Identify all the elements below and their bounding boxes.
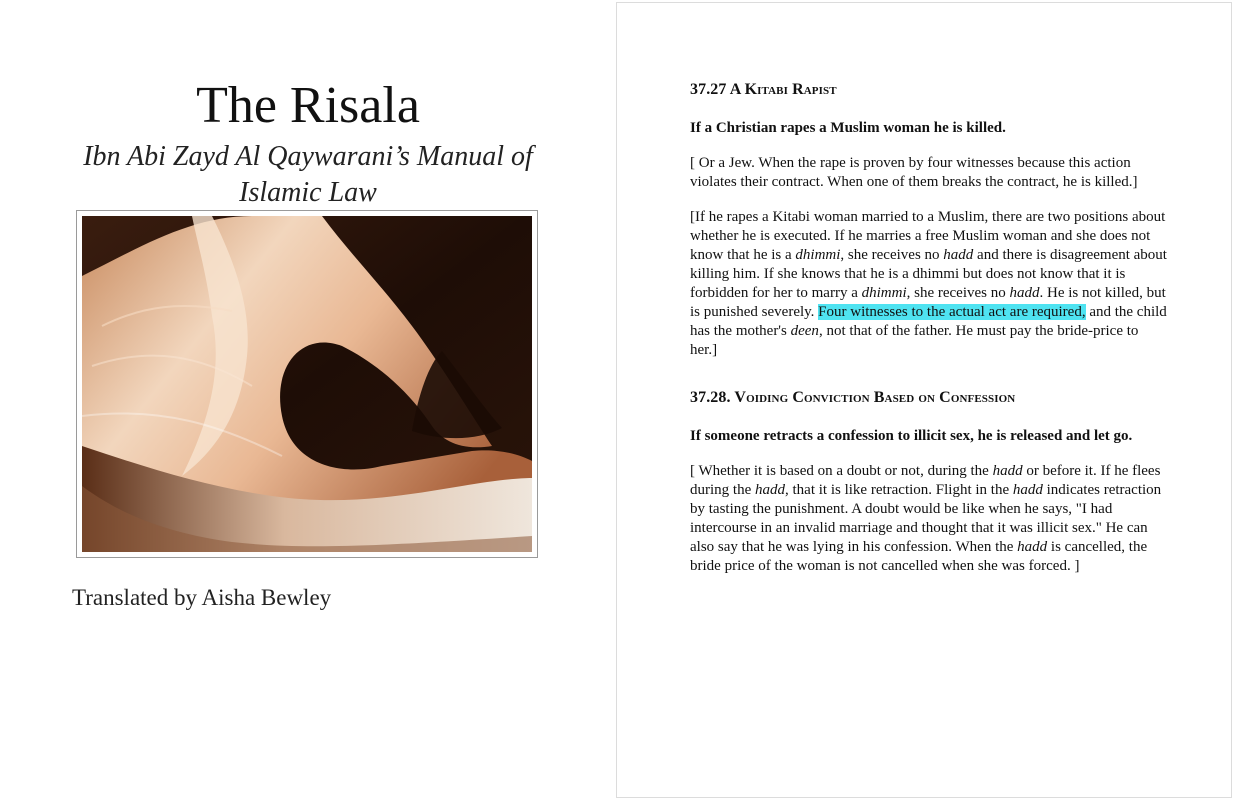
text-span: indicates retraction by tasting the punishment. A doubt would be like when he says, "I had intercourse in an invalid marriage and thought that it was illicit sex." He can also say that he was lying in his confession. When the [690,482,1162,555]
italic-term: dhimmi [861,285,907,301]
italic-term: hadd [992,463,1023,479]
cover-photo [76,210,538,558]
book-cover [0,0,616,800]
highlighted-text[interactable]: Four witnesses to the actual act are required, [818,304,1086,320]
commentary-paragraph [690,208,1168,360]
text-span: or before it. If he flees during the [690,463,1161,498]
page-content [690,76,1168,576]
italic-term: hadd [1009,285,1040,301]
italic-term: hadd [943,247,974,263]
text-page [616,2,1232,798]
commentary-paragraph [690,462,1168,576]
text-span: and the child has the mother's [690,304,1167,339]
text-span: . He is not killed, but is punished severely. [690,285,1166,320]
text-span: , that it is like retraction. Flight in the [785,482,1013,498]
text-span: and there is disagreement about killing him. If she knows that he is a dhimmi but does not know that it is forbidden for her to marry a [690,247,1167,301]
rule-statement-37-27: If a Christian rapes a Muslim woman he is killed. [690,120,1006,136]
italic-term: dhimmi [795,247,841,263]
text-span: is cancelled, the bride price of the woman is not cancelled when she was forced. ] [690,539,1148,574]
rule-statement-37-28: If someone retracts a confession to illicit sex, he is released and let go. [690,428,1133,444]
cover-subtitle: Ibn Abi Zayd Al Qaywarani’s Manual of Islamic Law [83,141,533,208]
section-heading-37-27: 37.27 A Kitabi Rapist [690,81,837,98]
canyon-photo-icon [82,216,532,552]
text-span: , she receives no [906,285,1010,301]
italic-term: hadd [755,482,785,498]
text-span: , not that of the father. He must pay the bride-price to her.] [690,323,1139,358]
text-span: [If he rapes a Kitabi woman married to a Muslim, there are two positions about whether he is executed. If he marries a free Muslim woman and she does not know that he is a [690,209,1166,263]
italic-term: deen [790,323,819,339]
cover-title: The Risala [196,77,420,134]
text-span: [ Whether it is based on a doubt or not, during the [690,463,993,479]
italic-term: hadd [1012,482,1043,498]
italic-term: hadd [1017,539,1048,555]
cover-translator: Translated by Aisha Bewley [72,585,332,610]
text-span: , she receives no [840,247,944,263]
section-heading-37-28: 37.28. Voiding Conviction Based on Confession [690,389,1016,406]
commentary-paragraph: [ Or a Jew. When the rape is proven by four witnesses because this action violates their contract. When one of them breaks the contract, he is killed.] [690,155,1138,190]
